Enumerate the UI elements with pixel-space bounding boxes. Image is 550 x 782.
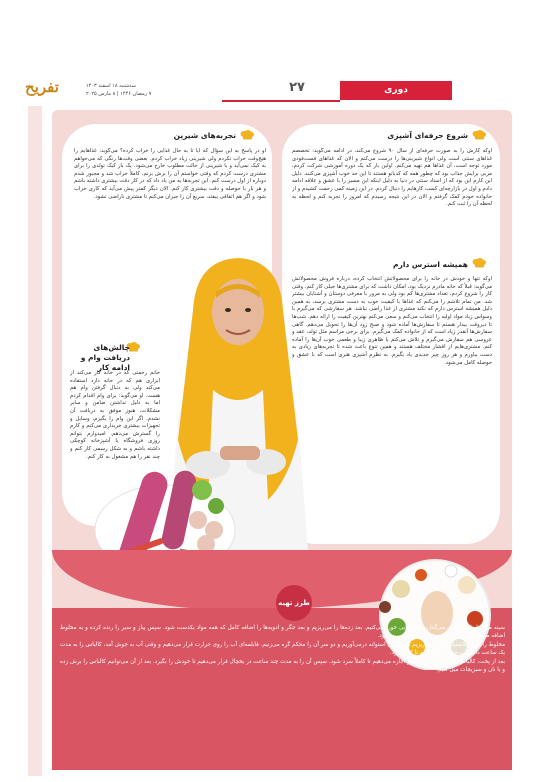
section-text-stress: اوکه تنها و خودش در خانه را برای محصولاتش انتخاب کرده، درباره فروش محصولاتش می‌گوید: قبلاً که خانه مادرم نزدیک بود، امکان داشت که برای مشتری‌ها خیلی کار کنم. وقتی کار را شروع کردم، تعداد مشتری‌ها کم بود ولی به مرور با معرفی دوستان و آشنایان بیشتر شد. من تمام تلاشم را می‌کنم که غذاها با کیفیت خوب به دست مشتری برسد، به همین دلیل همیشه استرس دارم که نکند مشتری از غذا راضی نباشد. هر سفارشی که می‌گیرم با وسواس زیاد مواد اولیه را انتخاب می‌کنم و سعی می‌کنم بهترین کیفیت را ارائه دهم. شب‌ها تا دیروقت بیدار هستم تا سفارش‌ها آماده شود و صبح زود آن‌ها را تحویل می‌دهم. گاهی سفارش‌ها آنقدر زیاد است که از خانواده کمک می‌گیرم. برای برخی مراسم مثل تولد، عقد و عروسی هم سفارش می‌گیرم و تلاش می‌کنم با ظاهری زیبا و طعمی خوب آن‌ها را آماده کنم. مشتری‌هایم از اقشار مختلف هستند و همین تنوع باعث شده تا تجربه‌های زیادی به دست بیاورم و هر روز چیز جدیدی یاد بگیرم. به نظرم آشپزی هنری است که با عشق و حوصله کامل می‌شود.: [292, 276, 492, 366]
section-text-start: اوکه کارش را به صورت حرفه‌ای از سال ۹۰ شروع می‌کند، در ادامه می‌گوید: تخصصم غذاهای سنتی است ولی انواع شیرینی‌ها را درست می‌کنم و الان که غذاهای فست‌فودی مورد توجه است، آن غذاها هم تهیه می‌کنم. اولین بار که یک دوره آموزشی شرکت کردم، مربی برایش جذاب بود که چطور همه که کدبانو هستند تا این حد خوب آشپزی می‌کنند. دلیل این کارم این بود که از استاد سنتی در دنیا به دلیل اینکه این مسیر را با عشق و علاقه ادامه دادم و اول در بازارچه‌ای کسب کارهایم را دنبال کردم. در این زمینه کمی زحمت کشیدم و از خانواده خودم کمک گرفتم و الان در این نتیجه رسیدم که امروز را تجربه کنم و لحظه به لحظه آن را ثبت کنم.: [292, 148, 492, 208]
page-header: [22, 80, 532, 102]
recipe-step: سینه مرغ را داخل همزن می‌گذاریم و حسابی خورد می‌کنیم. بعد زده‌ها را می‌ریزیم و بعد جگر و ادویه‌ها را اضافه کامل که همه مواد یکدست شود. سپس پیاز و سیر را رنده کرده و به مخلوط اضافه می‌کنیم و آنقدر هم می‌زنیم تا مایه یکدست شود.: [60, 625, 505, 640]
recipe-steps: [60, 624, 505, 764]
section-heading-stress: همیشه استرس دارم: [393, 260, 468, 269]
recipe-step: بعد از پخت، کالباس را از آب خارج کرده و اجازه می‌دهیم تا کاملاً سرد شود. سپس آن را به مدت چند ساعت در یخچال قرار می‌دهیم تا خودش را بگیرد. بعد از آن می‌توانیم کالباس را برش زده و با نان و سبزیجات میل کنیم.: [60, 658, 505, 674]
issue-date-line-1: سه‌شنبه ۱۸ اسفند ۱۴۰۳: [86, 83, 136, 89]
section-heading-sweets: تجربه‌های شیرین: [173, 131, 236, 140]
chef-hat-icon: [240, 130, 254, 140]
chef-hat-icon: [472, 258, 486, 268]
chef-hat-icon: [472, 130, 486, 140]
magazine-logo: تفریح: [25, 78, 59, 96]
section-heading-challenges: چالش‌های دریافت وام و ادامه کار: [80, 343, 130, 372]
decorative-stripe: [28, 106, 42, 776]
issue-date: [86, 82, 226, 98]
section-text-challenges: خانم رحمتی که در خانه کار می‌کند از ابزاری هم که در خانه دارد استفاده می‌کند ولی به دنبال گرفتن وام هم هست. او می‌گوید: برای وام اقدام کردم اما به دلیل نداشتن ضامن و سایر مشکلات، هنوز موفق به دریافت آن نشدم. اگر این وام را بگیرم، وسایل و تجهیزات بیشتری خریداری می‌کنم و کارم را گسترش می‌دهم. امیدوارم بتوانم روزی فروشگاه یا آشپزخانه کوچکی داشته باشم و به شکل رسمی کار کنم و چند نفر را هم مشغول به کار کنم.: [70, 370, 160, 460]
page-number: ۲۷: [289, 80, 305, 95]
header-divider: [222, 100, 340, 102]
section-label: دوری: [340, 81, 452, 100]
issue-date-line-2: ۷ رمضان ۱۴۴۶ | ۸ مارس ۲۰۲۵: [86, 91, 152, 97]
section-heading-start: شروع حرفه‌ای آشپزی: [387, 131, 468, 140]
recipe-badge: طرز تهیه: [276, 585, 312, 621]
recipe-step: مخلوط را داخل پلاستیک فریزر می‌ریزیم و به شکل استوانه درمی‌آوریم و دو سر آن را محکم گره می‌زنیم. قابلمه‌ای آب را روی حرارت قرار می‌دهیم و وقتی آب به جوش آمد، کالباس را به مدت یک ساعت داخل آب جوش می‌گذاریم تا کاملاً بپزد.: [60, 641, 505, 657]
section-text-sweets: او در پاسخ به این سؤال که آیا تا به حال غذایی را خراب کرده؟ می‌گوید: غذاهایم را هیچ‌وقت خراب نکردم ولی شیرینی زیاد خراب کردم. بعضی وقت‌ها رنگی که می‌خواهم به کیک نمی‌آید و یا شیرینی از حالت مطلوب خارج می‌شود. یک بار کیک تولدی را برای مشتری درست کردم که وقتی خواستم آن را برش بزنم، کاملاً خراب شد و مجبور شدم دوباره از اول درست کنم. این تجربه‌ها به من یاد داد که در کار دقت بیشتری داشته باشم و هر بار با حوصله و دقت بیشتری کار کنم. الان دیگر کمتر پیش می‌آید که کاری خراب شود و اگر هم اتفاقی بیفتد، سریع آن را جبران می‌کنم تا مشتری ناراضی نشود.: [74, 148, 266, 200]
